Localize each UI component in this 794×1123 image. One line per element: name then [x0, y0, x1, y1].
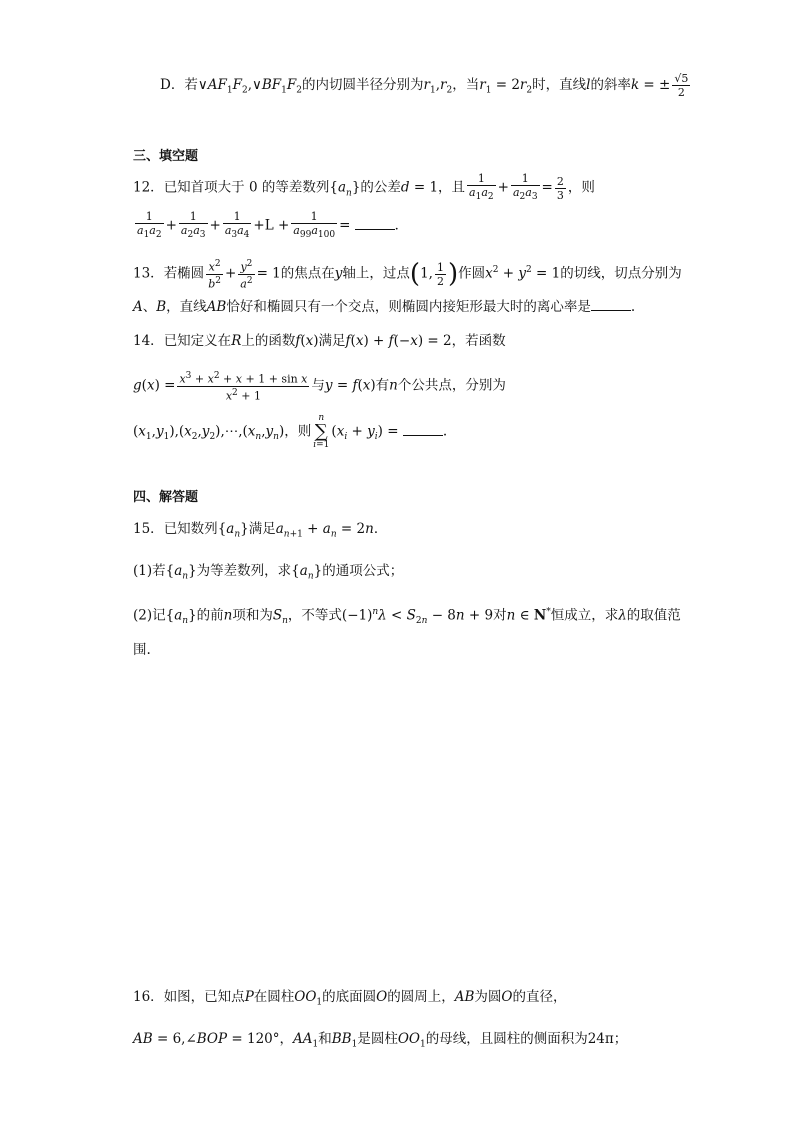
question-14: 14．已知定义在R上的函数f(x)满足f(x) + f(−x) = 2，若函数: [133, 333, 506, 349]
answer-blank-14[interactable]: [403, 423, 443, 436]
question-12-line2: $\frac{1}{a_1a_2}$ + $\frac{1}{a_2a_3}$ + $\frac{1}{a_3a_4}$ +L + $\frac{1}{a_{99}a_{100}}$ = ．: [137, 210, 409, 241]
question-15-part1: (1)若$\{a_n\}$为等差数列，求$\{a_n\}$的通项公式；: [133, 563, 404, 582]
question-14-line2: g(x) = $\frac{x^3 + x^2 + x + 1 + \sin x}{x^2 + 1}$ 与y = f(x)有n个公共点，分别为: [133, 371, 506, 403]
option-d: D．若$\vee AF_1F_2,\vee BF_1F_2$的内切圆半径分别为$r_1,r_2$，当$r_1 = 2r_2$时，直线l的斜率k = ± $\frac{√5}{2}$: [160, 72, 689, 99]
question-16-line2: AB = 6,∠BOP = 120°，$AA_1$和$BB_1$是圆柱$OO_1$的母线，且圆柱的侧面积为24π；: [133, 1031, 628, 1050]
question-12: 12．已知首项大于 0 的等差数列$\{a_n\}$的公差d = 1，且 $\frac{1}{a_1a_2}$ + $\frac{1}{a_2a_3}$ = $\frac{2}{3}$ ，则: [133, 172, 595, 203]
section-4-title: 四、解答题: [133, 490, 199, 505]
question-15-part2: (2)记$\{a_n\}$的前n项和为$S_n$，不等式$(-1)^n\lambda < S_{2n} - 8n + 9$对n ∈ N*恒成立，求λ的取值范: [133, 607, 681, 627]
question-16: 16．如图，已知点P在圆柱$OO_1$的底面圆O的圆周上，AB为圆O的直径，: [133, 989, 567, 1008]
answer-blank-12[interactable]: [355, 217, 395, 230]
question-15: 15．已知数列$\{a_n\}$满足$a_{n+1} + a_n = 2n$．: [133, 521, 388, 540]
question-14-line3: $(x_1,y_1),(x_2,y_2),\cdots,(x_n,y_n)$，则n ∑ $i=1(x_i + y_i)$ = .: [133, 413, 448, 450]
summation-symbol: n ∑ i=1: [313, 413, 330, 450]
sqrt5-over-2: $\frac{√5}{2}$: [674, 72, 689, 99]
question-15-part2-line2: 围.: [133, 642, 151, 658]
answer-blank-13[interactable]: [591, 298, 631, 311]
section-3-title: 三、填空题: [133, 149, 199, 164]
question-13-line2: A、B，直线AB恰好和椭圆只有一个交点，则椭圆内接矩形最大时的离心率是 .: [133, 299, 636, 315]
question-13: 13．若椭圆 $\frac{x^2}{b^2}$ + $\frac{y^2}{a^2}$ = 1的焦点在y轴上，过点(1, $\frac{1}{2}$ )作圆$x^2 + y^2 = 1$的切线，切点分别为: [133, 259, 682, 291]
